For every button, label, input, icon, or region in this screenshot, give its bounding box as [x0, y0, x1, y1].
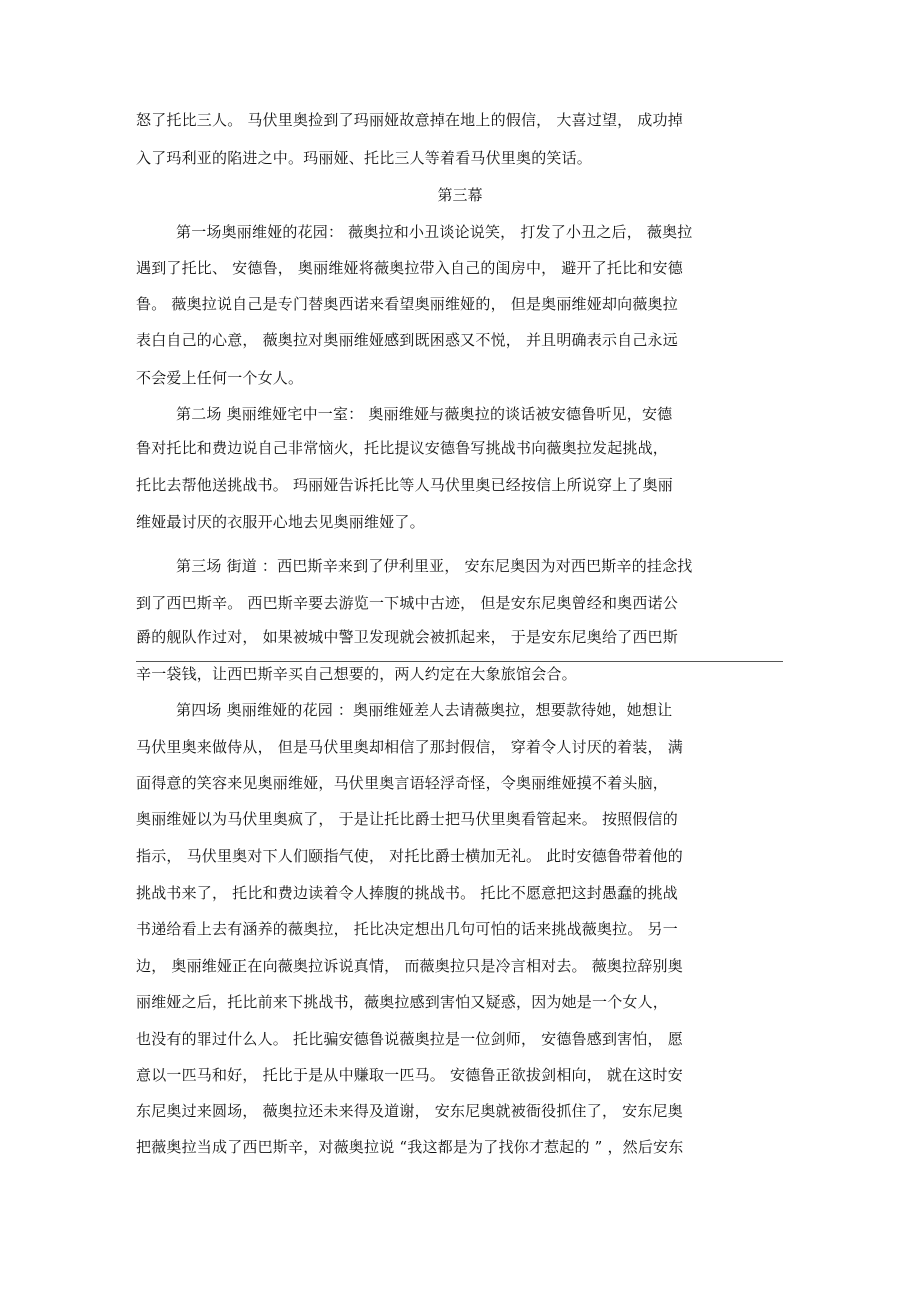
- text-line: 托比去帮他送挑战书。 玛丽娅告诉托比等人马伏里奥已经按信上所说穿上了奥丽: [136, 476, 673, 494]
- text-line: 第三场 街道 ：西巴斯辛来到了伊利里亚， 安东尼奥因为对西巴斯辛的挂念找: [176, 557, 693, 575]
- text-line: 遇到了托比、 安德鲁， 奥丽维娅将薇奥拉带入自己的闺房中， 避开了托比和安德: [136, 259, 683, 277]
- text-line: 鲁。 薇奥拉说自己是专门替奥西诺来看望奥丽维娅的， 但是奥丽维娅却向薇奥拉: [136, 295, 678, 313]
- text-line: 鲁对托比和费边说自己非常恼火，托比提议安德鲁写挑战书向薇奥拉发起挑战，: [136, 439, 669, 457]
- text-line: 奥丽维娅以为马伏里奥疯了， 于是让托比爵士把马伏里奥看管起来。 按照假信的: [136, 810, 678, 828]
- text-line: 入了玛利亚的陷进之中。玛丽娅、托比三人等着看马伏里奥的笑话。: [136, 149, 593, 167]
- text-line: 辛一袋钱，让西巴斯辛买自己想要的，两人约定在大象旅馆会合。: [136, 665, 577, 683]
- text-line: 面得意的笑容来见奥丽维娅，马伏里奥言语轻浮奇怪，令奥丽维娅摸不着头脑，: [136, 774, 669, 792]
- horizontal-rule: [136, 661, 783, 662]
- text-line: 第二场 奥丽维娅宅中一室： 奥丽维娅与薇奥拉的谈话被安德鲁听见，安德: [176, 405, 673, 423]
- text-line: 挑战书来了， 托比和费边读着令人捧腹的挑战书。 托比不愿意把这封愚蠢的挑战: [136, 884, 678, 902]
- text-line: 维娅最讨厌的衣服开心地去见奥丽维娅了。: [136, 513, 425, 531]
- text-line: 到了西巴斯辛。 西巴斯辛要去游览一下城中古迹， 但是安东尼奥曾经和奥西诺公: [136, 594, 678, 612]
- section-heading: 第三幕: [437, 186, 483, 204]
- text-line: 怒了托比三人。 马伏里奥捡到了玛丽娅故意掉在地上的假信， 大喜过望， 成功掉: [136, 111, 683, 129]
- text-line: 第四场 奥丽维娅的花园 ：奥丽维娅差人去请薇奥拉，想要款待她，她想让: [176, 701, 673, 719]
- text-line: 把薇奥拉当成了西巴斯辛，对薇奥拉说 “我这都是为了找你才惹起的 ” ，然后安东: [136, 1138, 684, 1156]
- text-line: 也没有的罪过什么人。 托比骗安德鲁说薇奥拉是一位剑师， 安德鲁感到害怕， 愿: [136, 1030, 683, 1048]
- text-line: 表白自己的心意， 薇奥拉对奥丽维娅感到既困惑又不悦， 并且明确表示自己永远: [136, 331, 678, 349]
- text-line: 爵的舰队作过对， 如果被城中警卫发现就会被抓起来， 于是安东尼奥给了西巴斯: [136, 628, 678, 646]
- text-line: 意以一匹马和好， 托比于是从中赚取一匹马。 安德鲁正欲拔剑相向， 就在这时安: [136, 1066, 683, 1084]
- text-line: 书递给看上去有涵养的薇奥拉， 托比决定想出几句可怕的话来挑战薇奥拉。 另一: [136, 920, 678, 938]
- text-line: 不会爱上任何一个女人。: [136, 369, 304, 387]
- text-line: 东尼奥过来圆场， 薇奥拉还未来得及道谢， 安东尼奥就被衙役抓住了， 安东尼奥: [136, 1102, 683, 1120]
- text-line: 丽维娅之后，托比前来下挑战书，薇奥拉感到害怕又疑惑，因为她是一个女人，: [136, 993, 669, 1011]
- text-line: 边， 奥丽维娅正在向薇奥拉诉说真情， 而薇奥拉只是冷言相对去。 薇奥拉辞别奥: [136, 957, 683, 975]
- text-line: 第一场奥丽维娅的花园： 薇奥拉和小丑谈论说笑， 打发了小丑之后， 薇奥拉: [176, 223, 693, 241]
- text-line: 指示， 马伏里奥对下人们颐指气使， 对托比爵士横加无礼。 此时安德鲁带着他的: [136, 847, 683, 865]
- text-line: 马伏里奥来做侍从， 但是马伏里奥却相信了那封假信， 穿着令人讨厌的着装， 满: [136, 738, 683, 756]
